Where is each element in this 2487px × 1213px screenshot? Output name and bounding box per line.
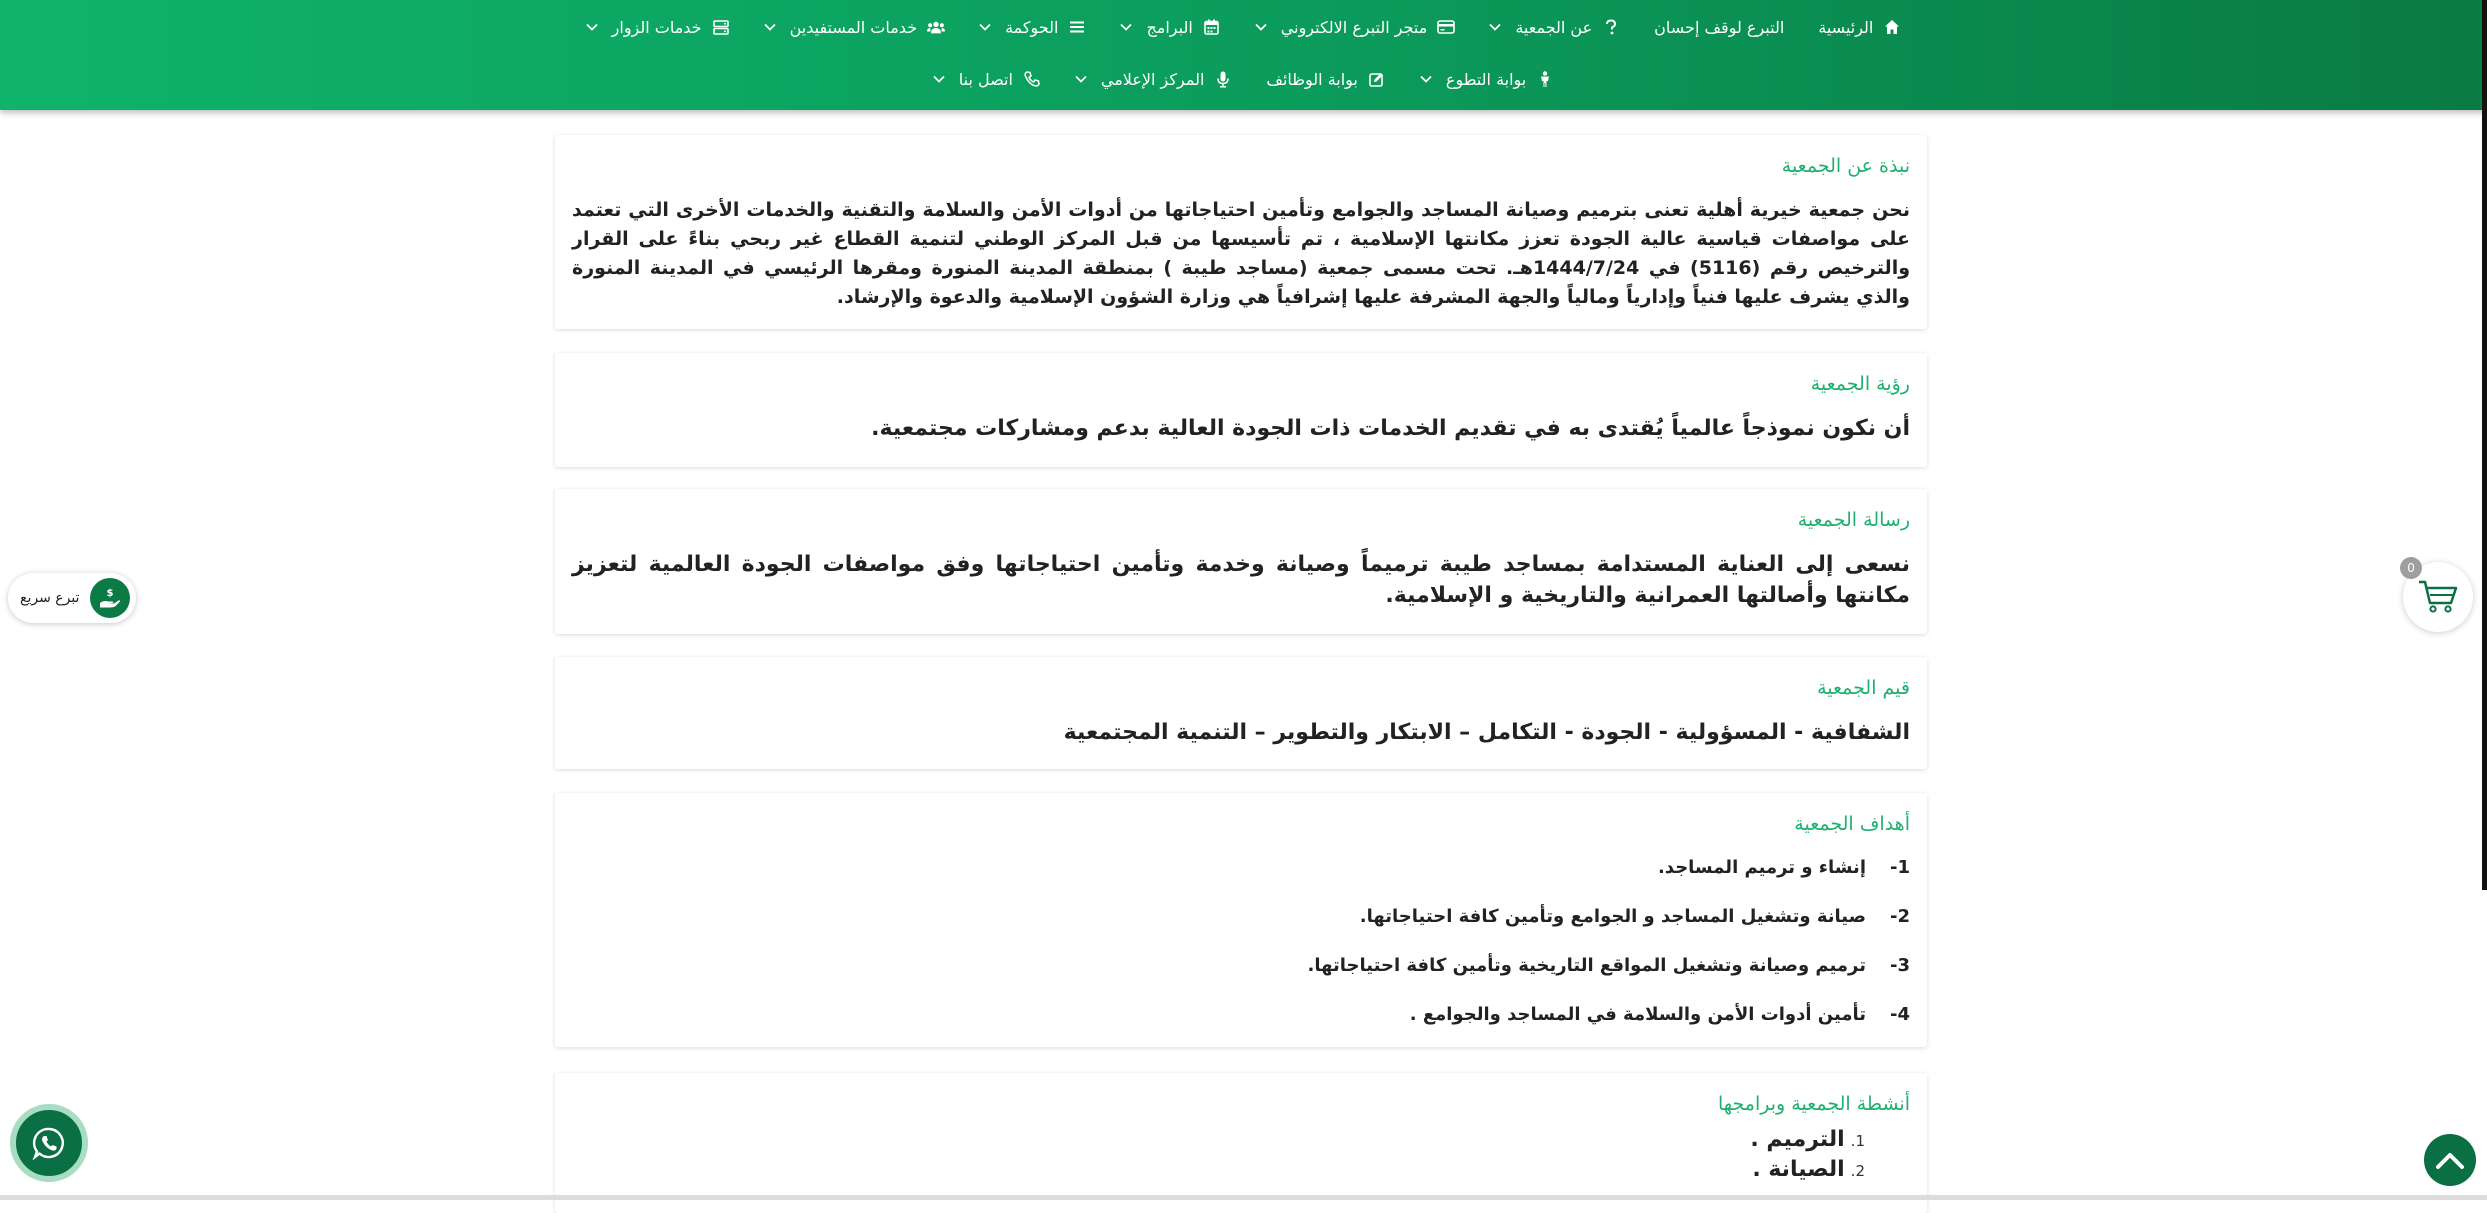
about-title: نبذة عن الجمعية [1781, 155, 1910, 177]
whatsapp-icon [32, 1126, 66, 1160]
chevron-down-icon [1120, 21, 1132, 33]
nav-label-governance: الحوكمة [1005, 17, 1059, 37]
values-title: قيم الجمعية [1817, 677, 1910, 699]
top-navigation-bar [0, 0, 2487, 110]
nav-label-about: عن الجمعية [1515, 17, 1593, 37]
nav-item-contact-us[interactable] [933, 70, 1041, 89]
quick-donate-button[interactable] [8, 573, 136, 623]
values-card [555, 657, 1927, 769]
bottom-divider [0, 1195, 2487, 1200]
home-icon [1883, 18, 1901, 36]
nav-row-secondary [0, 53, 2487, 105]
back-to-top-button[interactable] [2424, 1134, 2476, 1186]
page-scrollbar[interactable] [2482, 0, 2487, 890]
server-icon [712, 18, 730, 36]
goal-number: 4- [1889, 1004, 1910, 1025]
nav-row-primary [0, 1, 2487, 53]
list-item [572, 843, 1910, 892]
goal-text: صيانة وتشغيل المساجد و الجوامع وتأمين كافة احتياجاتها. [1359, 906, 1866, 927]
chevron-down-icon [1255, 21, 1267, 33]
nav-label-contact-us: اتصل بنا [958, 69, 1013, 89]
activity-number: 1. [1850, 1132, 1865, 1150]
phone-icon [1023, 70, 1041, 88]
about-body: نحن جمعية خيرية أهلية تعنى بترميم وصيانة المساجد والجوامع وتأمين احتياجاتها من أدوات الأمن والسلامة والتقنية والخدمات الأخرى التي تعتمد على مواصفات قياسية عالية الجودة تعزز مكانتها الإسلامية ، تم تأسيسها من قبل المركز الوطني لتنمية القطاع غير ربحي بناءً على القرار والترخيص رقم (5116) في 1444/7/24هـ. تحت مسمى جمعية (مساجد طيبة ) بمنطقة المدينة المنورة ومقرها الرئيسي في المدينة المنورة والذي يشرف عليها فنياً وإدارياً ومالياً والجهة المشرفة عليها إشرافياً هي وزارة الشؤون الإسلامية والدعوة والإرشاد. [572, 199, 1911, 308]
credit-card-icon [1437, 18, 1455, 36]
nav-item-about[interactable] [1489, 18, 1620, 37]
cart-icon [2417, 579, 2459, 615]
goal-text: تأمين أدوات الأمن والسلامة في المساجد والجوامع . [1409, 1004, 1866, 1025]
users-icon [927, 18, 945, 36]
calendar-icon [1203, 18, 1221, 36]
list-icon [1068, 18, 1086, 36]
nav-item-home[interactable] [1818, 18, 1901, 37]
chevron-down-icon [979, 21, 991, 33]
vision-title: رؤية الجمعية [1810, 373, 1910, 395]
activity-number: 2. [1850, 1162, 1865, 1180]
goal-number: 3- [1889, 955, 1910, 976]
nav-label-online-store: متجر التبرع الالكتروني [1280, 17, 1428, 37]
nav-item-media-center[interactable] [1075, 70, 1233, 89]
nav-item-visitor-services[interactable] [586, 18, 730, 37]
activities-list [572, 1127, 1865, 1187]
goal-text: ترميم وصيانة وتشغيل المواقع التاريخية وتأمين كافة احتياجاتها. [1307, 955, 1866, 976]
svg-text:$: $ [106, 588, 114, 599]
mission-body: نسعى إلى العناية المستدامة بمساجد طيبة ترميماً وصيانة وخدمة وتأمين احتياجاتها وفق مواصفات الجودة العالمية لتعزيز مكانتها وأصالتها العمرانية والتاريخية و الإسلامية. [572, 552, 1910, 608]
nav-label-beneficiary-services: خدمات المستفيدين [789, 17, 918, 37]
nav-item-volunteer-portal[interactable] [1420, 70, 1554, 89]
chevron-down-icon [933, 73, 945, 85]
nav-item-donate-ihsan[interactable] [1654, 18, 1784, 37]
list-item [572, 1127, 1865, 1157]
donate-hand-icon [90, 578, 130, 618]
activities-card [555, 1073, 1927, 1213]
nav-label-volunteer-portal: بوابة التطوع [1445, 69, 1527, 89]
chevron-down-icon [1075, 73, 1087, 85]
activity-text: الصيانة . [1752, 1157, 1845, 1182]
quick-donate-label: تبرع سريع [20, 590, 80, 606]
question-icon [1602, 18, 1620, 36]
goal-text: إنشاء و ترميم المساجد. [1657, 857, 1866, 878]
vision-body: أن نكون نموذجاً عالمياً يُقتدى به في تقديم الخدمات ذات الجودة العالية بدعم ومشاركات مجتمعية. [871, 416, 1910, 441]
list-item [572, 941, 1910, 990]
nav-label-visitor-services: خدمات الزوار [611, 17, 702, 37]
goals-list [572, 843, 1910, 1039]
nav-item-governance[interactable] [979, 18, 1086, 37]
goals-title: أهداف الجمعية [1794, 813, 1910, 835]
nav-label-home: الرئيسية [1818, 17, 1874, 37]
mission-title: رسالة الجمعية [1797, 509, 1910, 531]
microphone-icon [1214, 70, 1232, 88]
goal-number: 1- [1889, 857, 1910, 878]
activity-text: الترميم . [1750, 1127, 1845, 1152]
list-item [572, 892, 1910, 941]
nav-label-jobs-portal: بوابة الوظائف [1266, 69, 1358, 89]
goals-card [555, 793, 1927, 1047]
chevron-up-icon [2435, 1150, 2465, 1170]
nav-label-media-center: المركز الإعلامي [1100, 69, 1205, 89]
vision-card [555, 353, 1927, 467]
list-item [572, 1157, 1865, 1187]
child-icon [1536, 70, 1554, 88]
values-body: الشفافية - المسؤولية - الجودة - التكامل – الابتكار والتطوير – التنمية المجتمعية [1063, 720, 1910, 745]
goal-number: 2- [1889, 906, 1910, 927]
nav-item-online-store[interactable] [1255, 18, 1456, 37]
nav-item-jobs-portal[interactable] [1266, 70, 1386, 89]
chevron-down-icon [1489, 21, 1501, 33]
nav-item-beneficiary-services[interactable] [764, 18, 946, 37]
nav-item-programs[interactable] [1120, 18, 1220, 37]
nav-label-programs: البرامج [1146, 17, 1193, 37]
edit-square-icon [1368, 70, 1386, 88]
whatsapp-button[interactable] [10, 1104, 88, 1182]
about-card [555, 135, 1927, 329]
cart-count-badge: 0 [2400, 557, 2422, 579]
nav-label-donate-ihsan: التبرع لوقف إحسان [1654, 17, 1785, 37]
chevron-down-icon [1420, 73, 1432, 85]
list-item [572, 990, 1910, 1039]
chevron-down-icon [764, 21, 776, 33]
mission-card [555, 489, 1927, 634]
activities-title: أنشطة الجمعية وبرامجها [1718, 1093, 1910, 1115]
chevron-down-icon [586, 21, 598, 33]
